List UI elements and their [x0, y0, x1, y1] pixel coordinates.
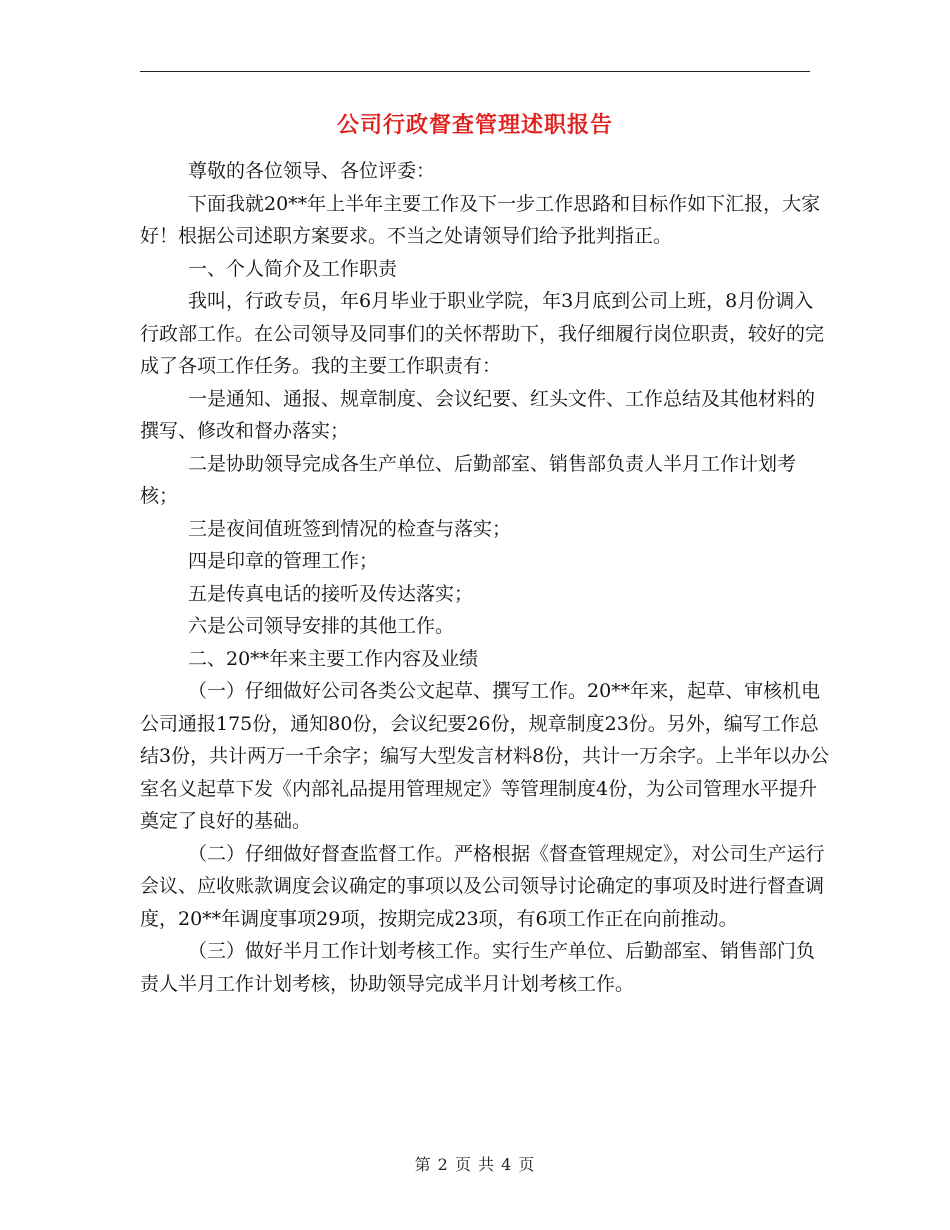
paragraph-salutation: 尊敬的各位领导、各位评委：	[188, 160, 436, 182]
paragraph-intro: 下面我就20**年上半年主要工作及下一步工作思路和目标作如下汇报，大家好！根据公司述职方案要求。不当之处请领导们给予批判指正。	[140, 192, 821, 247]
document-body	[140, 155, 830, 1000]
header-rule	[140, 71, 810, 72]
duty-item-4: 四是印章的管理工作；	[188, 550, 379, 572]
duty-item-2: 二是协助领导完成各生产单位、后勤部室、销售部负责人半月工作计划考核；	[140, 452, 797, 507]
duty-item-3: 三是夜间值班签到情况的检查与落实；	[188, 517, 512, 540]
work-item-1: （一）仔细做好公司各类公文起草、撰写工作。20**年来，起草、审核机电公司通报175份，通知80份，会议纪要26份，规章制度23份。另外，编写工作总结3份，共计两万一千余字；编写大型发言材料8份，共计一万余字。上半年以办公室名义起草下发《内部礼品提用管理规定》等管理制度4份，为公司管理水平提升奠定了良好的基础。	[140, 680, 830, 832]
work-item-3: （三）做好半月工作计划考核工作。实行生产单位、后勤部室、销售部门负责人半月工作计划考核，协助领导完成半月计划考核工作。	[140, 940, 816, 995]
page-number: 第 2 页 共 4 页	[414, 1155, 536, 1174]
duty-item-1: 一是通知、通报、规章制度、会议纪要、红头文件、工作总结及其他材料的撰写、修改和督办落实；	[140, 387, 816, 442]
paragraph-self-intro: 我叫，行政专员，年6月毕业于职业学院，年3月底到公司上班，8月份调入行政部工作。在公司领导及同事们的关怀帮助下，我仔细履行岗位职责，较好的完成了各项工作任务。我的主要工作职责有：	[140, 290, 825, 377]
section-heading-2: 二、20**年来主要工作内容及业绩	[188, 647, 479, 670]
duty-item-5: 五是传真电话的接听及传达落实；	[188, 582, 474, 605]
section-heading-1: 一、个人简介及工作职责	[188, 257, 398, 280]
duty-item-6: 六是公司领导安排的其他工作。	[188, 615, 455, 637]
work-item-2: （二）仔细做好督查监督工作。严格根据《督查管理规定》，对公司生产运行会议、应收账款调度会议确定的事项以及公司领导讨论确定的事项及时进行督查调度，20**年调度事项29项，按期完成23项，有6项工作正在向前推动。	[140, 842, 825, 930]
document-title: 公司行政督查管理述职报告	[336, 112, 613, 138]
